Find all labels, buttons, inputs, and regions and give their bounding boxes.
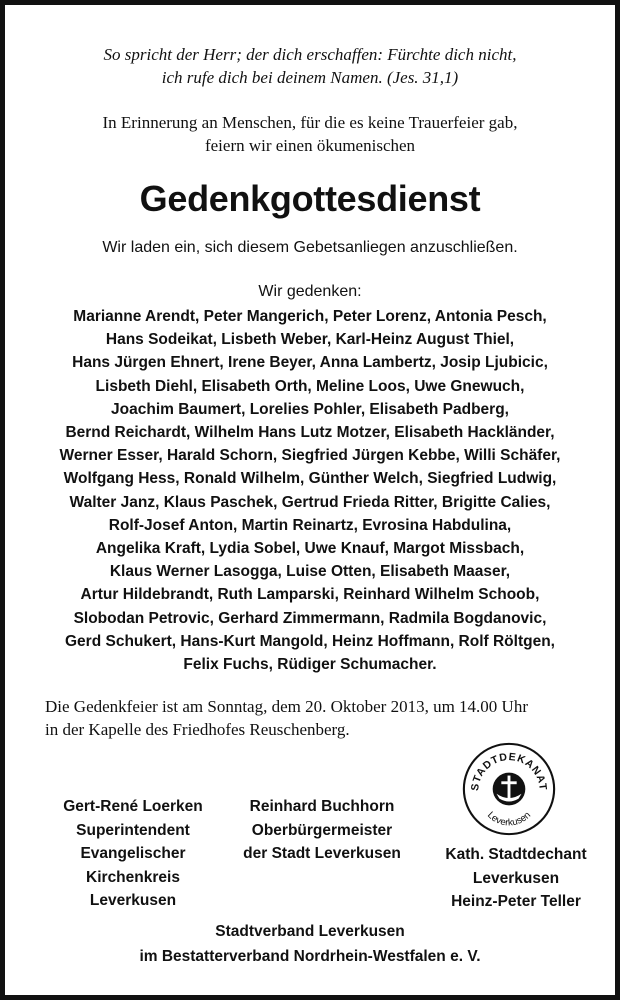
footer-organization (5, 919, 615, 969)
signatory-superintendent (43, 795, 223, 913)
footer-line-2: im Bestatterverband Nordrhein-Westfalen e. V. (139, 948, 481, 965)
seal-top-text: STADTDEKANAT (469, 751, 549, 792)
signatory-line: Gert-René Loerken (63, 798, 203, 815)
stadtdekanat-seal-icon (461, 741, 557, 837)
signatory-line: Evangelischer (80, 845, 186, 862)
invitation-text: Wir laden ein, sich diesem Gebetsanliegen anzuschließen. (102, 239, 518, 256)
names-line: Felix Fuchs, Rüdiger Schumacher. (183, 656, 437, 674)
ceremony-details (45, 695, 595, 741)
names-line: Gerd Schukert, Hans-Kurt Mangold, Heinz Hoffmann, Rolf Röltgen, (65, 632, 555, 650)
names-line: Lisbeth Diehl, Elisabeth Orth, Meline Loos, Uwe Gnewuch, (95, 377, 525, 395)
signatory-line: Reinhard Buchhorn (249, 798, 395, 815)
names-line: Klaus Werner Lasogga, Luise Otten, Elisabeth Maaser, (109, 563, 511, 581)
cross-horizontal (501, 781, 516, 784)
intro-text (25, 111, 595, 157)
verse-line-1: So spricht der Herr; der dich erschaffen: Fürchte dich nicht, (103, 45, 517, 64)
signatory-mayor (227, 795, 417, 866)
names-line: Slobodan Petrovic, Gerhard Zimmermann, Radmila Bogdanovic, (73, 609, 547, 627)
names-line: Hans Jürgen Ehnert, Irene Beyer, Anna Lambertz, Josip Ljubicic, (72, 354, 548, 372)
names-line: Walter Janz, Klaus Paschek, Gertrud Frieda Ritter, Brigitte Calies, (69, 493, 551, 511)
signatory-line: Superintendent (76, 821, 190, 839)
bible-verse (25, 43, 595, 89)
names-list (15, 305, 605, 676)
intro-line-2: feiern wir einen ökumenischen (204, 136, 416, 155)
ceremony-line-2: in der Kapelle des Friedhofes Reuschenberg. (45, 720, 350, 739)
verse-line-2: ich rufe dich bei deinem Namen. (Jes. 31,1) (161, 68, 459, 87)
names-line: Werner Esser, Harald Schorn, Siegfried Jürgen Kebbe, Willi Schäfer, (59, 447, 561, 465)
signatory-line: Leverkusen (472, 869, 560, 887)
names-line: Wolfgang Hess, Ronald Wilhelm, Günther Welch, Siegfried Ludwig, (63, 470, 557, 488)
names-line: Rolf-Josef Anton, Martin Reinartz, Evrosina Habdulina, (108, 516, 512, 534)
names-line: Marianne Arendt, Peter Mangerich, Peter Lorenz, Antonia Pesch, (73, 308, 547, 325)
page-title: Gedenkgottesdienst (139, 178, 481, 219)
names-line: Angelika Kraft, Lydia Sobel, Uwe Knauf, Margot Missbach, (95, 540, 525, 558)
names-line: Hans Sodeikat, Lisbeth Weber, Karl-Heinz August Thiel, (105, 331, 515, 349)
svg-text:Leverkusen (485, 810, 533, 829)
seal-bottom-text: Leverkusen (484, 809, 534, 829)
ceremony-line-1: Die Gedenkfeier ist am Sonntag, dem 20. Oktober 2013, um 14.00 Uhr (45, 697, 528, 716)
remember-heading: Wir gedenken: (258, 283, 362, 300)
signatory-line: der Stadt Leverkusen (243, 845, 401, 862)
names-line: Bernd Reichardt, Wilhelm Hans Lutz Motzer, Elisabeth Hackländer, (65, 424, 555, 442)
footer-line-1: Stadtverband Leverkusen (215, 923, 405, 940)
cross-vertical (508, 776, 511, 799)
signatory-line: Oberbürgermeister (251, 821, 393, 839)
names-line: Joachim Baumert, Lorelies Pohler, Elisabeth Padberg, (111, 400, 509, 418)
names-line: Artur Hildebrandt, Ruth Lamparski, Reinhard Wilhelm Schoob, (80, 586, 540, 604)
signatory-dean (421, 843, 611, 914)
signatory-line: Kirchenkreis (86, 868, 180, 886)
signatory-line: Kath. Stadtdechant (445, 846, 587, 863)
signatory-line: Heinz-Peter Teller (451, 893, 581, 910)
signatory-line: Leverkusen (89, 892, 177, 909)
intro-line-1: In Erinnerung an Menschen, für die es keine Trauerfeier gab, (102, 113, 518, 132)
